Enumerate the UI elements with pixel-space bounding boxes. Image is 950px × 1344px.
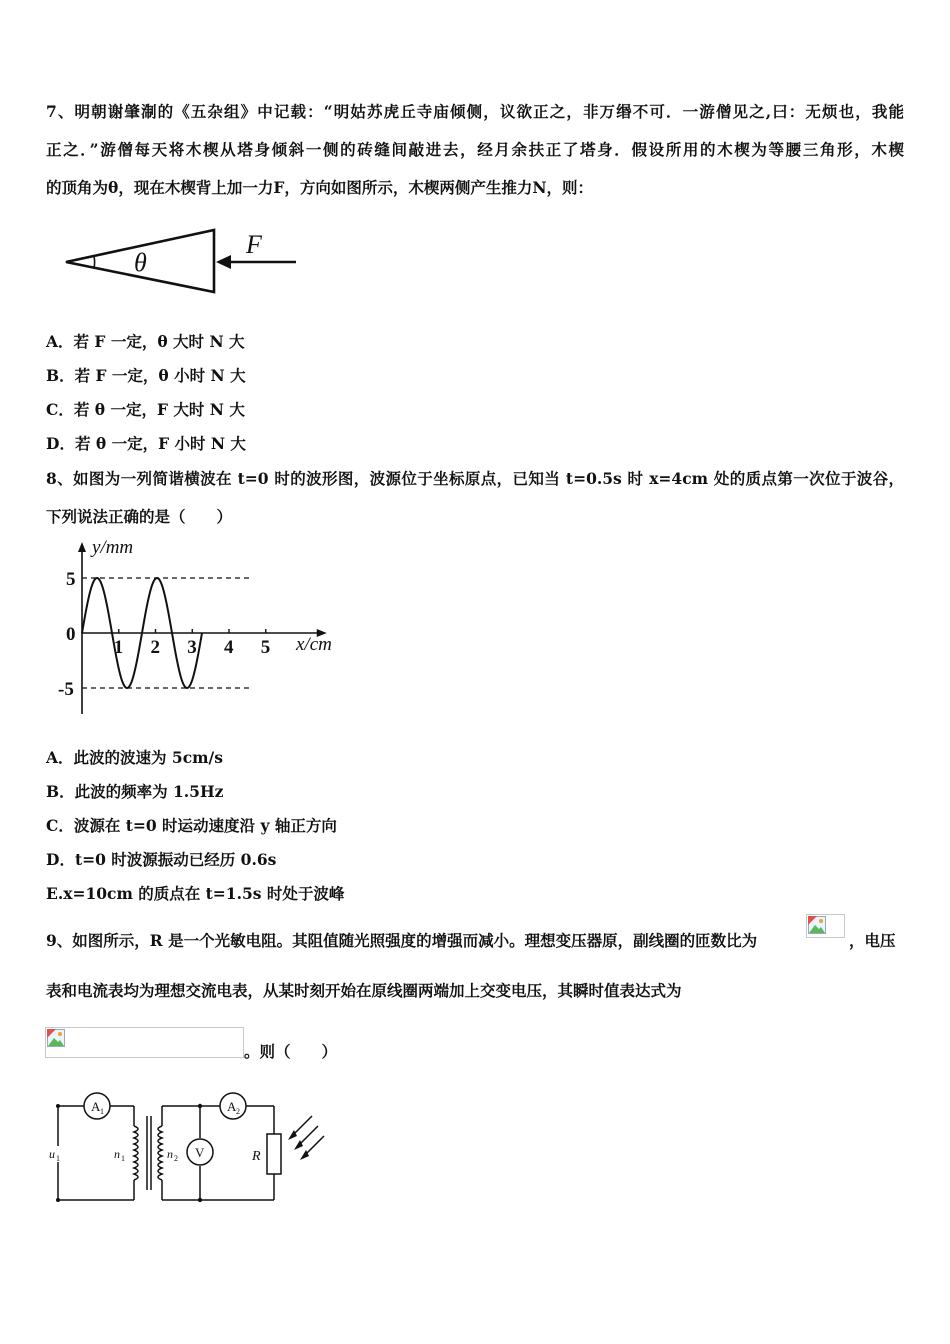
y-tick-label: 0 (66, 624, 76, 645)
q9-line-1a: 9、如图所示，R 是一个光敏电阻。其阻值随光照强度的增强而减小。理想变压器原，副线圈的匝数比为 (46, 931, 758, 950)
a2-label: A (227, 1099, 237, 1114)
y-axis-label: y/mm (92, 537, 134, 558)
u1-label: u (49, 1147, 55, 1161)
y-tick-label: 5 (66, 569, 76, 590)
q9-line-1b: ，电压 (849, 931, 896, 950)
x-tick-label: 1 (113, 637, 124, 658)
n2-label: n (167, 1147, 173, 1161)
q9-line-2: 表和电流表均为理想交流电表，从某时刻开始在原线圈两端加上交变电压，其瞬时值表达式为 (46, 981, 682, 1000)
q8-option-c: C．波源在 t=0 时运动速度沿 y 轴正方向 (46, 816, 337, 835)
q7-line-2: 正之．”游僧每天将木楔从塔身倾斜一侧的砖缝间敲进去，经月余扶正了塔身．假设所用的木楔为等腰三角形，木楔 (46, 140, 904, 159)
q8-option-e: E.x=10cm 的质点在 t=1.5s 时处于波峰 (46, 884, 345, 903)
force-label: F (246, 230, 262, 259)
voltage-expression-image (45, 1027, 244, 1058)
turns-ratio-image (806, 914, 845, 938)
theta-label: θ (134, 248, 147, 277)
q9-line-3: 。则（ ） (244, 1042, 338, 1061)
q8-option-b: B．此波的频率为 1.5Hz (46, 782, 224, 801)
q7-option-a: A．若 F 一定，θ 大时 N 大 (46, 332, 245, 351)
q8-option-a: A．此波的波速为 5cm/s (46, 748, 223, 767)
q8-line-2: 下列说法正确的是（ ） (46, 507, 233, 526)
x-tick-label: 4 (224, 637, 234, 658)
q7-line-3: 的顶角为θ，现在木楔背上加一力F，方向如图所示，木楔两侧产生推力N，则： (46, 178, 594, 197)
broken-image-icon (47, 1029, 65, 1047)
y-axis-arrow (78, 542, 86, 552)
q7-option-b: B．若 F 一定，θ 小时 N 大 (46, 366, 246, 385)
x-axis-label: x/cm (296, 634, 332, 655)
q7-line-1: 7、明朝谢肇淛的《五杂组》中记载：“明姑苏虎丘寺庙倾侧，议欲正之，非万缗不可．一游僧见之,曰：无烦也，我能 (46, 102, 904, 121)
theta-arc (94, 256, 95, 268)
a2-subscript: 2 (236, 1107, 240, 1116)
n1-label: n (114, 1147, 120, 1161)
wedge-figure (56, 222, 306, 312)
u1-subscript: 1 (56, 1154, 60, 1163)
transformer-circuit (44, 1090, 334, 1215)
x-tick-label: 2 (150, 637, 160, 658)
n1-subscript: 1 (121, 1154, 125, 1163)
a1-label: A (91, 1099, 101, 1114)
y-tick-label: -5 (58, 679, 74, 700)
force-arrow-head (216, 255, 231, 269)
broken-image-icon (808, 916, 826, 934)
q7-option-c: C．若 θ 一定，F 大时 N 大 (46, 400, 245, 419)
x-tick-label: 5 (260, 637, 271, 658)
q7-option-d: D．若 θ 一定，F 小时 N 大 (46, 434, 246, 453)
v-label: V (195, 1145, 205, 1160)
n2-subscript: 2 (174, 1154, 178, 1163)
wave-chart (50, 534, 350, 720)
r-label: R (252, 1149, 261, 1164)
wave-ticks (58, 569, 270, 700)
x-tick-label: 3 (187, 637, 197, 658)
q8-option-d: D．t=0 时波源振动已经历 0.6s (46, 850, 277, 869)
q8-line-1: 8、如图为一列简谐横波在 t=0 时的波形图，波源位于坐标原点，已知当 t=0.5s 时 x=4cm 处的质点第一次位于波谷， (46, 469, 904, 488)
a1-subscript: 1 (100, 1107, 104, 1116)
